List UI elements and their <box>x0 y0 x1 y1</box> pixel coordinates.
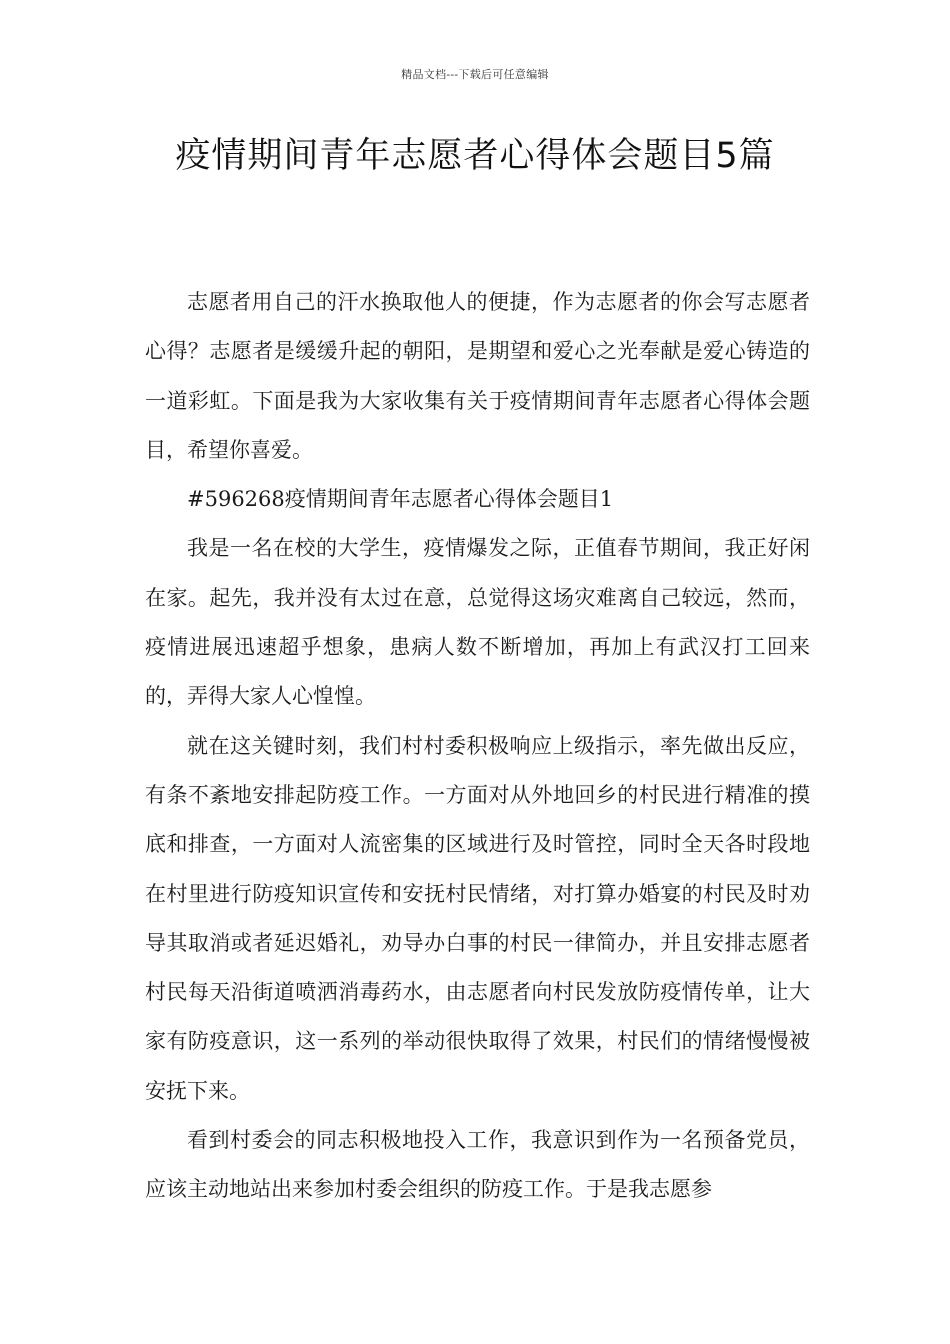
paragraph-intro: 志愿者用自己的汗水换取他人的便捷，作为志愿者的你会写志愿者心得？志愿者是缓缓升起的朝阳，是期望和爱心之光奉献是爱心铸造的一道彩虹。下面是我为大家收集有关于疫情期间青年志愿者心得体会题目，希望你喜爱。 <box>145 290 810 462</box>
paragraph-2: 就在这关键时刻，我们村村委积极响应上级指示，率先做出反应，有条不紊地安排起防疫工作。一方面对从外地回乡的村民进行精准的摸底和排查，一方面对人流密集的区域进行及时管控，同时全天各时段地在村里进行防疫知识宣传和安抚村民情绪，对打算办婚宴的村民及时劝导其取消或者延迟婚礼，劝导办白事的村民一律简办，并且安排志愿者村民每天沿街道喷洒消毒药水，由志愿者向村民发放防疫情传单，让大家有防疫意识，这一系列的举动很快取得了效果，村民们的情绪慢慢被安抚下来。 <box>145 733 810 1103</box>
paragraph-1: 我是一名在校的大学生，疫情爆发之际，正值春节期间，我正好闲在家。起先，我并没有太过在意，总觉得这场灾难离自己较远，然而，疫情进展迅速超乎想象，患病人数不断增加，再加上有武汉打工回来的，弄得大家人心惶惶。 <box>145 536 810 709</box>
paragraph-3: 看到村委会的同志积极地投入工作，我意识到作为一名预备党员，应该主动地站出来参加村委会组织的防疫工作。于是我志愿参 <box>145 1128 810 1202</box>
header-note: 精品文档---下载后可任意编辑 <box>401 68 549 81</box>
document-title: 疫情期间青年志愿者心得体会题目5篇 <box>175 136 775 176</box>
section-heading-1: #596268疫情期间青年志愿者心得体会题目1 <box>187 487 614 512</box>
document-body <box>145 278 810 1215</box>
